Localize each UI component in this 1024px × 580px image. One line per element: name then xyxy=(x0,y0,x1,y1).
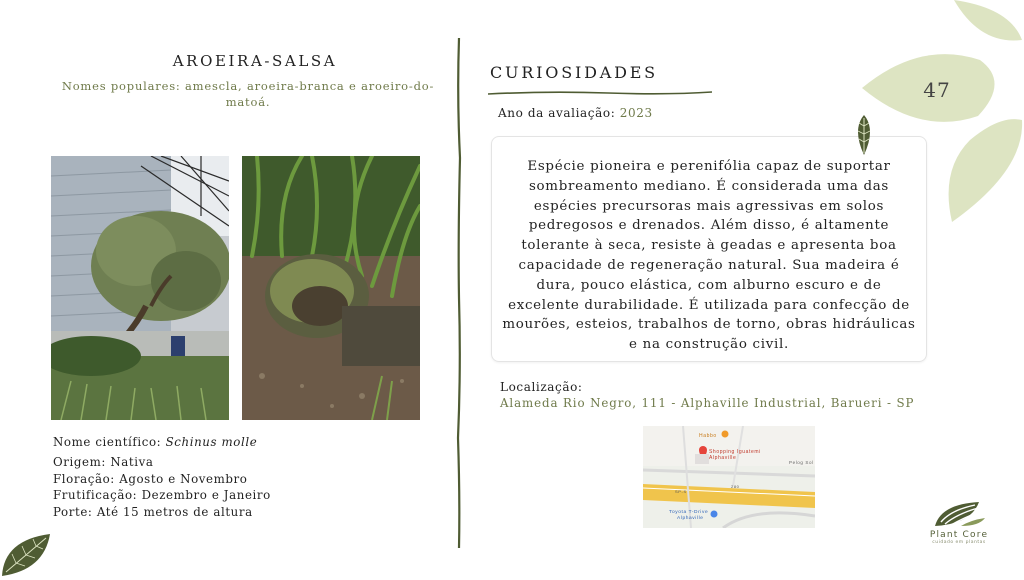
corner-leaf-icon xyxy=(0,530,52,576)
map-poi-main-1: Shopping Iguatemi xyxy=(709,449,761,455)
toyota-poi-icon xyxy=(711,511,718,518)
brand-name: Plant Core xyxy=(929,530,989,540)
species-title: AROEIRA-SALSA xyxy=(172,52,338,70)
evaluation-year-label: Ano da avaliação: xyxy=(498,106,616,120)
map-poi-bottom-2: Alphaville xyxy=(677,516,704,521)
size-text: Porte: Até 15 metros de altura xyxy=(53,505,253,520)
map-road-label-1: SP-S xyxy=(675,489,687,494)
origin-text: Origem: Nativa xyxy=(53,454,154,469)
tree-photo xyxy=(51,156,229,420)
map-poi-main-2: Alphaville xyxy=(709,455,737,461)
heading-underline xyxy=(488,82,712,90)
column-divider xyxy=(452,38,466,548)
habbo-poi-icon xyxy=(722,431,729,438)
curiosities-description: Espécie pioneira e perenifólia capaz de suportar sombreamento mediano. É considerada uma das espécies precursoras mais agressivas em solos pedregosos e drenados. Além disso, é altamente tolerante à seca, resiste à geadas e apresenta boa capacidade de regeneração natural. Sua madeira é dura, pouco elástica, com alburno escuro e de excelente durabilidade. É utilizada para confecção de mourões, esteios, trabalhos de torno, obras hidráulicas e na construção civil. xyxy=(491,136,927,362)
fruiting-text: Frutificação: Dezembro e Janeiro xyxy=(53,488,271,503)
evaluation-year xyxy=(498,106,653,120)
popular-names: Nomes populares: amescla, aroeira-branca e aroeiro-do-matoá. xyxy=(61,79,435,109)
leaf-icon xyxy=(852,114,876,156)
location-label: Localização: xyxy=(500,380,583,394)
brand-logo xyxy=(924,500,994,548)
brand-tagline: cuidado em plantas xyxy=(932,540,986,545)
map-poi-bottom-1: Toyota T-Drive xyxy=(669,510,709,515)
scientific-name-value: Schinus molle xyxy=(165,435,258,449)
scientific-name-row xyxy=(53,434,271,451)
location-map[interactable] xyxy=(643,426,815,528)
evaluation-year-value: 2023 xyxy=(619,106,653,120)
species-facts xyxy=(53,434,271,521)
curiosities-heading: CURIOSIDADES xyxy=(490,63,658,82)
trunk-base-photo xyxy=(242,156,420,420)
map-poi-top: Habbo xyxy=(699,433,717,439)
map-poi-right: Pelog Sol xyxy=(789,460,814,465)
map-road-label-2: 280 xyxy=(731,484,740,489)
flowering-text: Floração: Agosto e Novembro xyxy=(53,471,248,486)
location-address: Alameda Rio Negro, 111 - Alphaville Industrial, Barueri - SP xyxy=(500,396,915,410)
brand-logo-icon xyxy=(931,500,987,528)
page-number: 47 xyxy=(923,78,951,102)
scientific-name-label: Nome científico: xyxy=(53,435,162,449)
